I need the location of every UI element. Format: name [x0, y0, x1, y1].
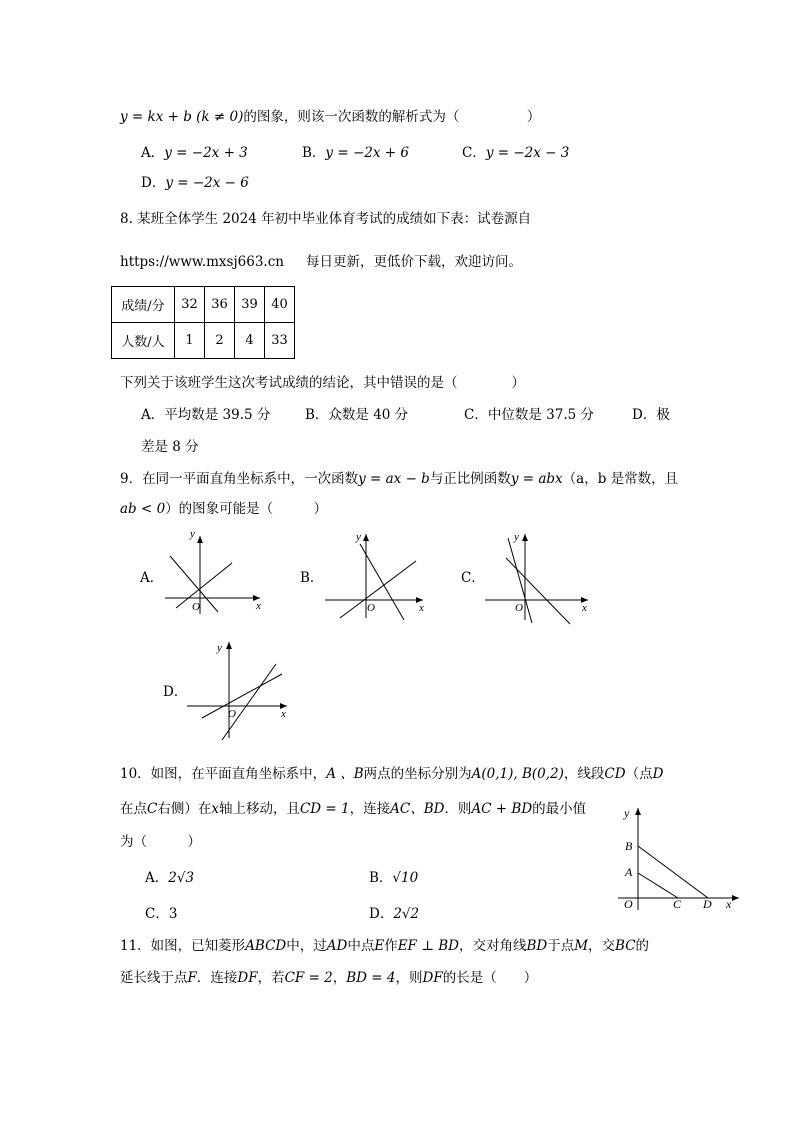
- point-c-label: C: [673, 897, 682, 911]
- segment-bd: [638, 846, 708, 898]
- q8-option-c: C．中位数是 37.5 分: [464, 407, 594, 423]
- q10-line1: 10．如图，在平面直角坐标系中，A 、B两点的坐标分别为A(0,1), B(0,2)，线段CD（点D: [120, 766, 664, 782]
- q7-option-c: C．y = −2x − 3: [462, 145, 570, 161]
- q7-stem-text: 的图象，则该一次函数的解析式为（ ）: [243, 109, 541, 125]
- y-label: y: [190, 530, 195, 540]
- q10-option-c: C．3: [145, 906, 178, 922]
- table-cell: 1: [175, 323, 205, 359]
- y-label: y: [356, 531, 361, 543]
- q7-option-a: A．y = −2x + 3: [141, 145, 248, 161]
- table-cell: 36: [205, 287, 235, 323]
- table-cell: 39: [235, 287, 265, 323]
- q8-option-d-continued: 差是 8 分: [141, 439, 199, 455]
- table-cell: 32: [175, 287, 205, 323]
- q8-stem: 8. 某班全体学生 2024 年初中毕业体育考试的成绩如下表：试卷源自: [120, 211, 532, 227]
- q10-option-b: B．√10: [369, 870, 419, 886]
- x-label: x: [281, 708, 286, 720]
- origin-label: O: [367, 602, 375, 614]
- table-cell: 2: [205, 323, 235, 359]
- origin-label: O: [624, 897, 633, 911]
- q8-url-line: [120, 252, 522, 272]
- q8-url-text: 每日更新，更低价下载，欢迎访问。: [305, 254, 522, 270]
- q10-option-a: A．2√3: [145, 870, 195, 886]
- line-2: [340, 561, 416, 618]
- line-2: [506, 558, 570, 624]
- q8-option-a: A．平均数是 39.5 分: [141, 407, 271, 423]
- table-header-cell: 人数/人: [112, 323, 175, 359]
- line-2: [176, 563, 232, 608]
- segment-ac: [638, 873, 678, 898]
- q8-option-d: D．极: [632, 407, 670, 423]
- table-cell: 4: [235, 323, 265, 359]
- table-cell: 40: [265, 287, 295, 323]
- table-cell: 33: [265, 323, 295, 359]
- q8-score-table: [111, 286, 295, 359]
- y-label: y: [217, 642, 222, 654]
- q9-graph-b: [320, 530, 432, 622]
- q7-stem-equation: y = kx + b (k ≠ 0): [120, 109, 244, 125]
- point-d-label: D: [703, 897, 712, 911]
- q8-url: https://www.mxsj663.cn: [120, 254, 284, 270]
- q9-line2: ab < 0）的图象可能是（ ）: [120, 501, 328, 517]
- origin-label: O: [228, 708, 236, 720]
- q7-stem: [120, 107, 540, 127]
- q9-option-d-label: D．: [163, 684, 188, 700]
- y-arrow-icon: [226, 642, 232, 649]
- q9-option-b-label: B．: [300, 570, 324, 586]
- q7-option-d: D．y = −2x − 6: [141, 175, 249, 191]
- q11-line1: 11．如图，已知菱形ABCD中，过AD中点E作EF ⊥ BD，交对角线BD于点M，交BC的: [120, 938, 650, 954]
- q9-graph-c: [482, 530, 594, 626]
- y-arrow-icon: [522, 534, 528, 541]
- origin-label: O: [192, 601, 200, 613]
- y-arrow-icon: [363, 534, 369, 541]
- x-label: x: [582, 602, 587, 614]
- q8-option-b: B．众数是 40 分: [305, 407, 409, 423]
- q11-line2: 延长线于点F．连接DF，若CF = 2，BD = 4，则DF的长是（ ）: [120, 970, 538, 986]
- q10-figure: [614, 804, 744, 912]
- origin-label: O: [515, 602, 523, 614]
- point-a-label: A: [625, 865, 633, 879]
- q7-option-b: B．y = −2x + 6: [302, 145, 409, 161]
- q9-graph-a: [160, 530, 270, 616]
- table-header-cell: 成绩/分: [112, 287, 175, 323]
- q9-graph-d: [184, 638, 294, 742]
- q9-line1: 9．在同一平面直角坐标系中，一次函数y = ax − b与正比例函数y = abx（a，b 是常数，且: [120, 471, 679, 487]
- q10-line3: 为（ ）: [120, 834, 201, 850]
- x-label: x: [726, 897, 732, 911]
- y-arrow-icon: [635, 808, 641, 815]
- x-label: x: [256, 600, 261, 612]
- q9-option-a-label: A．: [140, 570, 164, 586]
- q9-option-c-label: C．: [461, 570, 485, 586]
- y-arrow-icon: [197, 536, 203, 543]
- table-row: [112, 287, 295, 323]
- q10-line2: 在点C右侧）在x轴上移动，且CD = 1，连接AC、BD．则AC + BD的最小值: [120, 801, 587, 817]
- table-row: [112, 323, 295, 359]
- x-arrow-icon: [732, 895, 739, 901]
- y-label: y: [514, 531, 519, 543]
- q8-question: 下列关于该班学生这次考试成绩的结论，其中错误的是（ ）: [120, 375, 525, 391]
- x-label: x: [419, 602, 424, 614]
- point-b-label: B: [625, 839, 633, 853]
- q10-option-d: D．2√2: [369, 906, 420, 922]
- y-label: y: [624, 806, 630, 820]
